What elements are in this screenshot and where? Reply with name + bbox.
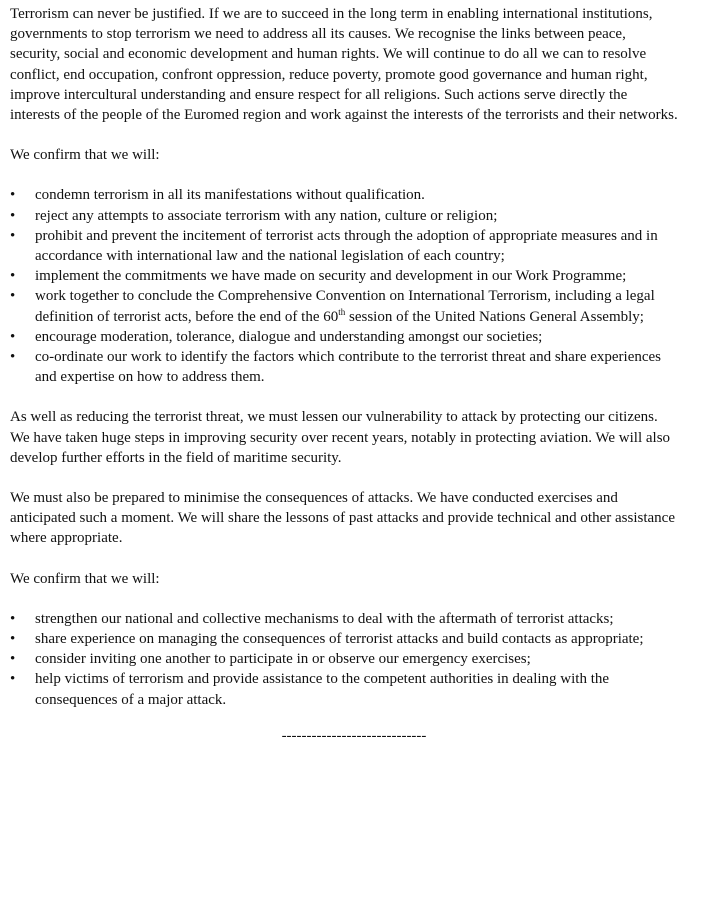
list-item-text: condemn terrorism in all its manifestations without qualification. <box>35 187 425 204</box>
commitment-list-first <box>10 185 678 387</box>
list-item <box>10 649 678 669</box>
list-item <box>10 226 678 266</box>
bullet-icon: • <box>10 207 16 224</box>
list-item-text-before: work together to conclude the Comprehensive Convention on International Terrorism, including a legal definition of terrorist acts, before the end of the 60 <box>35 288 655 325</box>
consequences-paragraph: We must also be prepared to minimise the consequences of attacks. We have conducted exercises and anticipated such a moment. We will share the lessons of past attacks and provide technical and other assistance where appropriate. <box>10 490 675 547</box>
list-item <box>10 347 678 387</box>
list-item <box>10 286 678 326</box>
list-item-text: consider inviting one another to participate in or observe our emergency exercises; <box>35 651 531 668</box>
bullet-icon: • <box>10 328 16 345</box>
vulnerability-paragraph: As well as reducing the terrorist threat, we must lessen our vulnerability to attack by protecting our citizens. We have taken huge steps in improving security over recent years, notably in protecting aviation. We will also develop further efforts in the field of maritime security. <box>10 409 671 466</box>
list-item-text: reject any attempts to associate terrorism with any nation, culture or religion; <box>35 207 498 224</box>
bullet-icon: • <box>10 671 16 688</box>
list-item-text: prohibit and prevent the incitement of terrorist acts through the adoption of appropriate measures and in accordance with international law and the national legislation of each country; <box>35 227 658 265</box>
list-item <box>10 327 678 347</box>
list-item-text: strengthen our national and collective mechanisms to deal with the aftermath of terrorist attacks; <box>35 610 614 627</box>
document-page <box>10 4 678 746</box>
list-item-text: implement the commitments we have made on security and development in our Work Programme; <box>35 268 627 285</box>
confirm-heading-first: We confirm that we will: <box>10 147 160 164</box>
list-item-text: share experience on managing the consequences of terrorist attacks and build contacts as appropriate; <box>35 631 644 648</box>
list-item <box>10 629 678 649</box>
list-item-text: encourage moderation, tolerance, dialogue and understanding amongst our societies; <box>35 328 543 345</box>
ordinal-superscript: th <box>338 306 346 317</box>
list-item <box>10 266 678 286</box>
list-item <box>10 669 678 709</box>
intro-paragraph: Terrorism can never be justified. If we are to succeed in the long term in enabling international institutions, governments to stop terrorism we need to address all its causes. We recognise the links between peace, security, social and economic development and human rights. We will continue to do all we can to resolve conflict, end occupation, confront oppression, reduce poverty, promote good governance and human right, improve intercultural understanding and ensure respect for all religions. Such actions serve directly the interests of the people of the Euromed region and work against the interests of the terrorists and their networks. <box>10 6 678 124</box>
commitment-list-second <box>10 609 678 710</box>
bullet-icon: • <box>10 187 16 204</box>
list-item-text-after: session of the United Nations General Assembly; <box>345 308 644 325</box>
bullet-icon: • <box>10 610 16 627</box>
bullet-icon: • <box>10 631 16 648</box>
end-separator: ----------------------------- <box>281 727 427 744</box>
list-item <box>10 185 678 205</box>
confirm-heading-second: We confirm that we will: <box>10 570 160 587</box>
list-item-text: co-ordinate our work to identify the factors which contribute to the terrorist threat and share experiences and expertise on how to address them. <box>35 349 662 386</box>
bullet-icon: • <box>10 268 16 285</box>
bullet-icon: • <box>10 349 16 366</box>
bullet-icon: • <box>10 651 16 668</box>
bullet-icon: • <box>10 288 16 305</box>
list-item <box>10 609 678 629</box>
list-item-text: help victims of terrorism and provide assistance to the competent authorities in dealing with the consequences of a major attack. <box>35 671 610 708</box>
bullet-icon: • <box>10 227 16 244</box>
list-item-text <box>35 288 655 324</box>
list-item <box>10 206 678 226</box>
